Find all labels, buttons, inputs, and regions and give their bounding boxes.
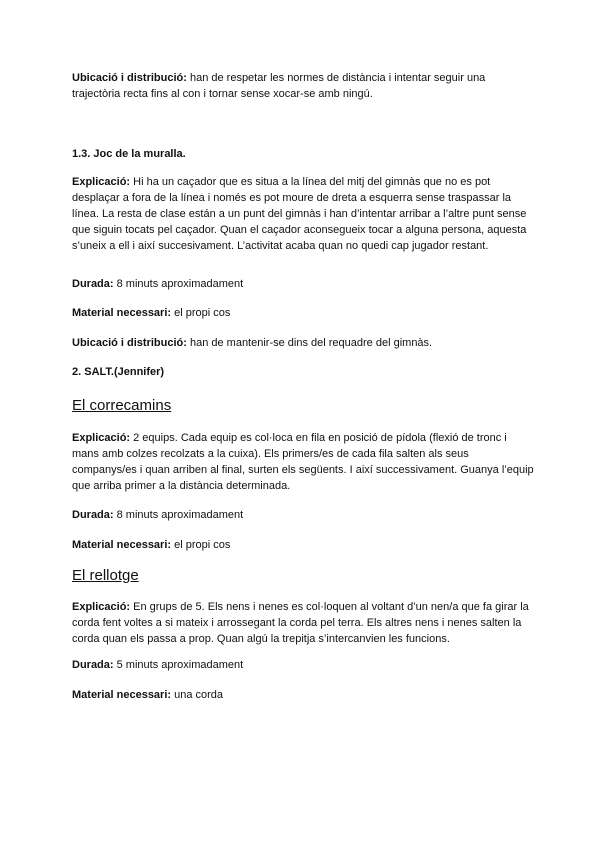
material-paragraph-correcamins xyxy=(72,537,534,553)
location-label: Ubicació i distribució: xyxy=(72,337,187,349)
activity-title-rellotge: El rellotge xyxy=(72,567,139,584)
explanation-paragraph-rellotge xyxy=(72,599,534,647)
explanation-label: Explicació: xyxy=(72,432,131,444)
duration-paragraph-rellotge xyxy=(72,657,534,673)
duration-paragraph-correcamins xyxy=(72,507,534,523)
material-label: Material necessari: xyxy=(72,307,172,319)
explanation-label: Explicació: xyxy=(72,176,131,188)
duration-paragraph-muralla xyxy=(72,276,534,292)
location-label: Ubicació i distribució: xyxy=(72,72,187,84)
section-heading-2: 2. SALT.(Jennifer) xyxy=(72,366,165,378)
location-paragraph-1 xyxy=(72,70,534,102)
material-label: Material necessari: xyxy=(72,689,172,701)
material-paragraph-rellotge xyxy=(72,687,534,703)
location-text: han de respetar les normes de distància i intentar seguir una trajectòria recta fins al con i tornar sense xocar-se amb ningú. xyxy=(72,72,486,100)
duration-label: Durada: xyxy=(72,509,114,521)
explanation-paragraph-correcamins xyxy=(72,430,534,494)
material-text: el propi cos xyxy=(171,539,231,551)
explanation-text: 2 equips. Cada equip es col·loca en fila en posició de pídola (flexió de tronc i mans amb colzes recolzats a la cuixa). Els primers/es de cada fila salten als seus companys/es i quan arriben al final, surten els següents. I així successivament. Guanya l’equip que arriba primer a la distància determinada. xyxy=(72,432,534,492)
explanation-text: Hi ha un caçador que es situa a la línea del mitj del gimnàs que no es pot desplaçar a fora de la línea i només es pot moure de dreta a esquerra sense traspassar la línea. La resta de clase están a un punt del gimnàs i han d’intentar arribar a l’altre punt sense que siguin tocats pel caçador. Quan el caçador aconsegueix tocar a alguna persona, aquesta s’uneix a ell i així succesivament. L’activitat acaba quan no quedi cap jugador restant. xyxy=(72,176,527,252)
location-paragraph-muralla xyxy=(72,335,534,351)
explanation-label: Explicació: xyxy=(72,601,131,613)
duration-text: 5 minuts aproximadament xyxy=(113,659,244,671)
material-text: el propi cos xyxy=(171,307,231,319)
duration-label: Durada: xyxy=(72,659,114,671)
material-text: una corda xyxy=(171,689,224,701)
explanation-text: En grups de 5. Els nens i nenes es col·loquen al voltant d’un nen/a que fa girar la corda fent voltes a si mateix i arrossegant la corda pel terra. Els altres nens i nenes salten la corda quan els passa a prop. Quan algú la trepitja s’intercanvien les funcions. xyxy=(72,601,529,645)
section-heading-1-3: 1.3. Joc de la muralla. xyxy=(72,148,186,160)
duration-text: 8 minuts aproximadament xyxy=(113,278,244,290)
material-paragraph-muralla xyxy=(72,305,534,321)
location-text: han de mantenir-se dins del requadre del gimnàs. xyxy=(186,337,433,349)
duration-label: Durada: xyxy=(72,278,114,290)
activity-title-correcamins: El correcamins xyxy=(72,397,172,414)
explanation-paragraph-muralla xyxy=(72,174,534,254)
material-label: Material necessari: xyxy=(72,539,172,551)
duration-text: 8 minuts aproximadament xyxy=(113,509,244,521)
